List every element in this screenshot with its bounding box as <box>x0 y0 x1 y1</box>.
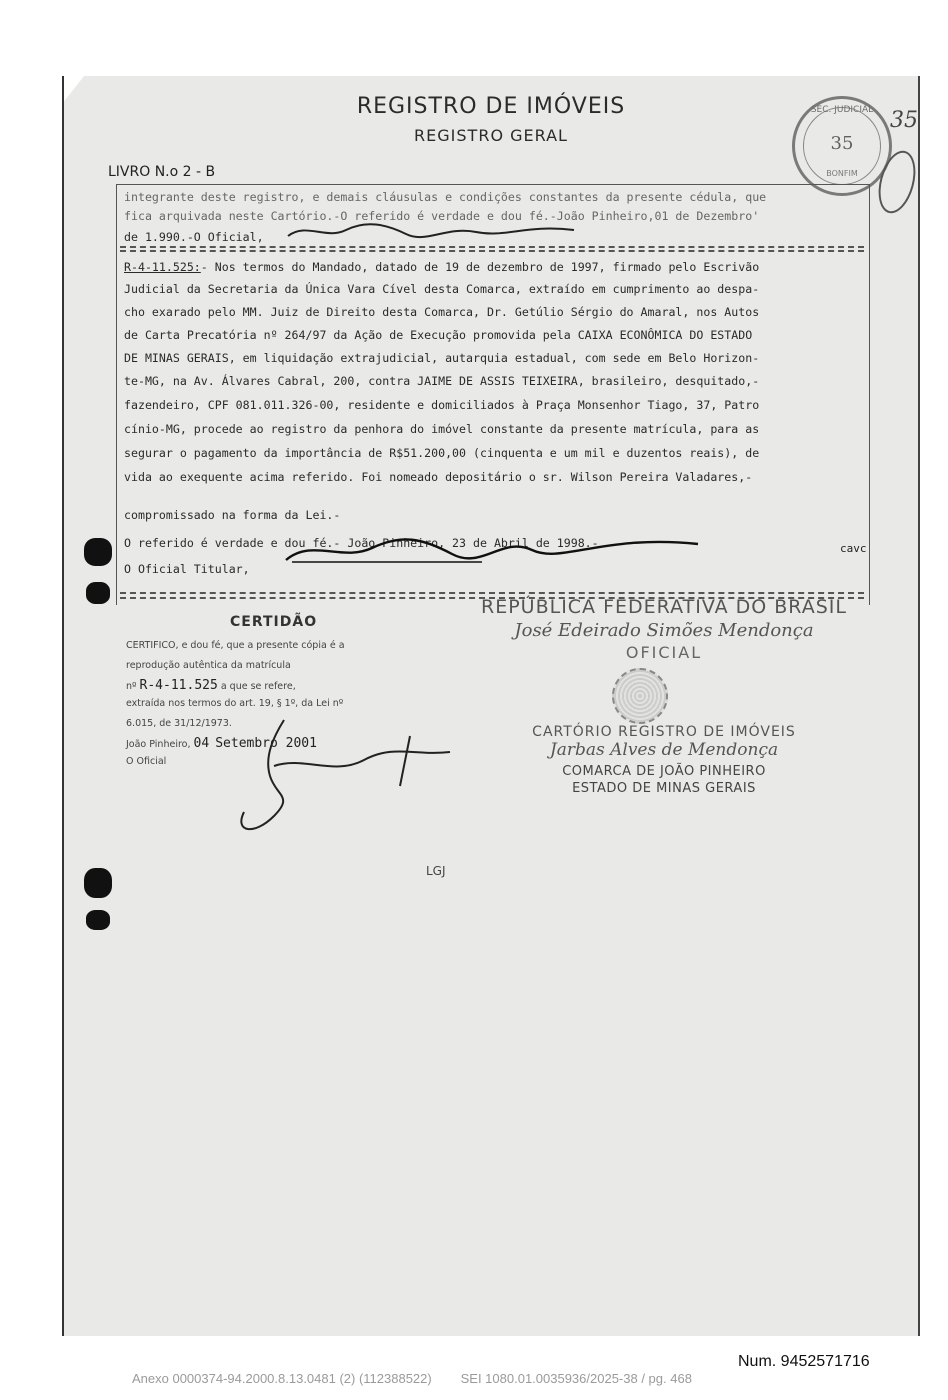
registro-line-10: vida ao exequente acima referido. Foi nomeado depositário o sr. Wilson Pereira Valadares,- <box>124 470 753 484</box>
registro-line-7: fazendeiro, CPF 081.011.326-00, residente e domiciliados à Praça Monsenhor Tiago, 37, Patro <box>124 398 760 412</box>
seal-number: 35 <box>830 133 854 154</box>
republica-stamp-line-3: OFICIAL <box>625 643 703 662</box>
registro-line-9: segurar o pagamento da importância de R$51.200,00 (cinquenta e um mil e duzentos reais), de <box>124 446 760 460</box>
binder-hole-mark <box>84 538 112 566</box>
registro-line-6: te-MG, na Av. Álvares Cabral, 200, contra JAIME DE ASSIS TEIXEIRA, brasileiro, desquitado,- <box>124 374 760 388</box>
cartorio-stamp-line-2: Jarbas Alves de Mendonça <box>549 740 779 760</box>
document-number: Num. 9452571716 <box>738 1353 870 1370</box>
republica-stamp-line-1: REPÚBLICA FEDERATIVA DO BRASIL <box>481 596 847 618</box>
certidao-matricula: R-4-11.525 <box>139 678 218 693</box>
prior-entry-line-3: de 1.990.-O Oficial, <box>124 230 264 244</box>
registro-line-1 <box>124 262 759 274</box>
certidao-month-year: Setembro 2001 <box>215 736 317 751</box>
cartorio-stamp-line-1: CARTÓRIO REGISTRO DE IMÓVEIS <box>532 724 796 740</box>
registro-line-12: O referido é verdade e dou fé.- João Pinheiro, 23 de Abril de 1998.- <box>124 536 599 550</box>
binder-hole-mark <box>84 868 112 898</box>
registro-code: R-4-11.525: <box>124 260 201 274</box>
certidao-line-4: extraída nos termos do art. 19, § 1º, da Lei nº <box>126 698 344 709</box>
seal-label: SEC. JUDICIAL <box>810 105 874 115</box>
republica-stamp-line-2: José Edeirado Simões Mendonça <box>514 620 814 641</box>
scanned-document <box>62 76 920 1336</box>
certidao-line-3 <box>126 678 296 693</box>
clerk-initials: cavc <box>840 542 867 555</box>
seal-bottom-label: BONFIM <box>826 169 858 178</box>
lgj-initials: LGJ <box>426 864 446 878</box>
registro-line-1-text: - Nos termos do Mandado, datado de 19 de dezembro de 1997, firmado pelo Escrivão <box>200 260 760 274</box>
cartorio-stamp-line-4: ESTADO DE MINAS GERAIS <box>572 781 756 796</box>
certidao-day: 04 <box>193 736 210 751</box>
republica-stamp <box>474 596 854 662</box>
document-title: REGISTRO DE IMÓVEIS <box>356 94 626 119</box>
registro-line-2: Judicial da Secretaria da Única Vara Cível desta Comarca, extraído em cumprimento ao despa- <box>124 282 760 296</box>
certidao-title: CERTIDÃO <box>230 614 318 630</box>
judicial-seal-stamp <box>792 96 892 196</box>
registro-line-4: de Carta Precatória nº 264/97 da Ação de Execução promovida pela CAIXA ECONÔMICA DO ESTADO <box>124 328 753 342</box>
signature-1 <box>286 220 576 242</box>
signature-3 <box>174 716 454 836</box>
registro-line-13: O Oficial Titular, <box>124 562 250 576</box>
certidao-line-5: 6.015, de 31/12/1973. <box>126 718 232 729</box>
certidao-l6a: João Pinheiro, <box>126 739 191 750</box>
certidao-line-1: CERTIFICO, e dou fé, que a presente cópia é a <box>126 640 345 651</box>
livro-number: LIVRO N.o 2 - B <box>108 164 216 180</box>
official-seal-icon <box>612 668 668 724</box>
cartorio-stamp <box>454 724 874 796</box>
prior-entry-line-1: integrante deste registro, e demais cláusulas e condições constantes da presente cédula, que <box>124 190 767 204</box>
cartorio-stamp-line-3: COMARCA DE JOÃO PINHEIRO <box>562 764 766 779</box>
certidao-line-7: O Oficial <box>126 756 167 767</box>
certidao-l3c: a que se refere, <box>220 681 296 692</box>
document-subtitle: REGISTRO GERAL <box>414 126 568 145</box>
certidao-line-2: reprodução autêntica da matrícula <box>126 660 291 671</box>
separator-dashes-2 <box>120 592 864 594</box>
prior-entry-line-2: fica arquivada neste Cartório.-O referido é verdade e dou fé.-João Pinheiro,01 de Dezembro' <box>124 209 760 223</box>
registro-line-5: DE MINAS GERAIS, em liquidação extrajudicial, autarquia estadual, com sede em Belo Horizon- <box>124 351 760 365</box>
signature-2 <box>282 532 702 566</box>
certidao-l3a: nº <box>126 681 137 692</box>
handwritten-page-number: 35 <box>890 108 918 133</box>
registro-line-11: compromissado na forma da Lei.- <box>124 508 341 522</box>
separator-dashes-1b <box>120 250 864 252</box>
separator-dashes-1 <box>120 246 864 248</box>
document-reference: Anexo 0000374-94.2000.8.13.0481 (2) (112388522) SEI 1080.01.0035936/2025-38 / pg. 468 <box>132 1371 692 1386</box>
registro-line-3: cho exarado pelo MM. Juiz de Direito desta Comarca, Dr. Getúlio Sérgio do Amaral, nos Autos <box>124 305 760 319</box>
binder-hole-mark <box>86 582 110 604</box>
binder-hole-mark <box>86 910 110 930</box>
registro-line-8: cínio-MG, procede ao registro da penhora do imóvel constante da presente matrícula, para as <box>124 422 760 436</box>
